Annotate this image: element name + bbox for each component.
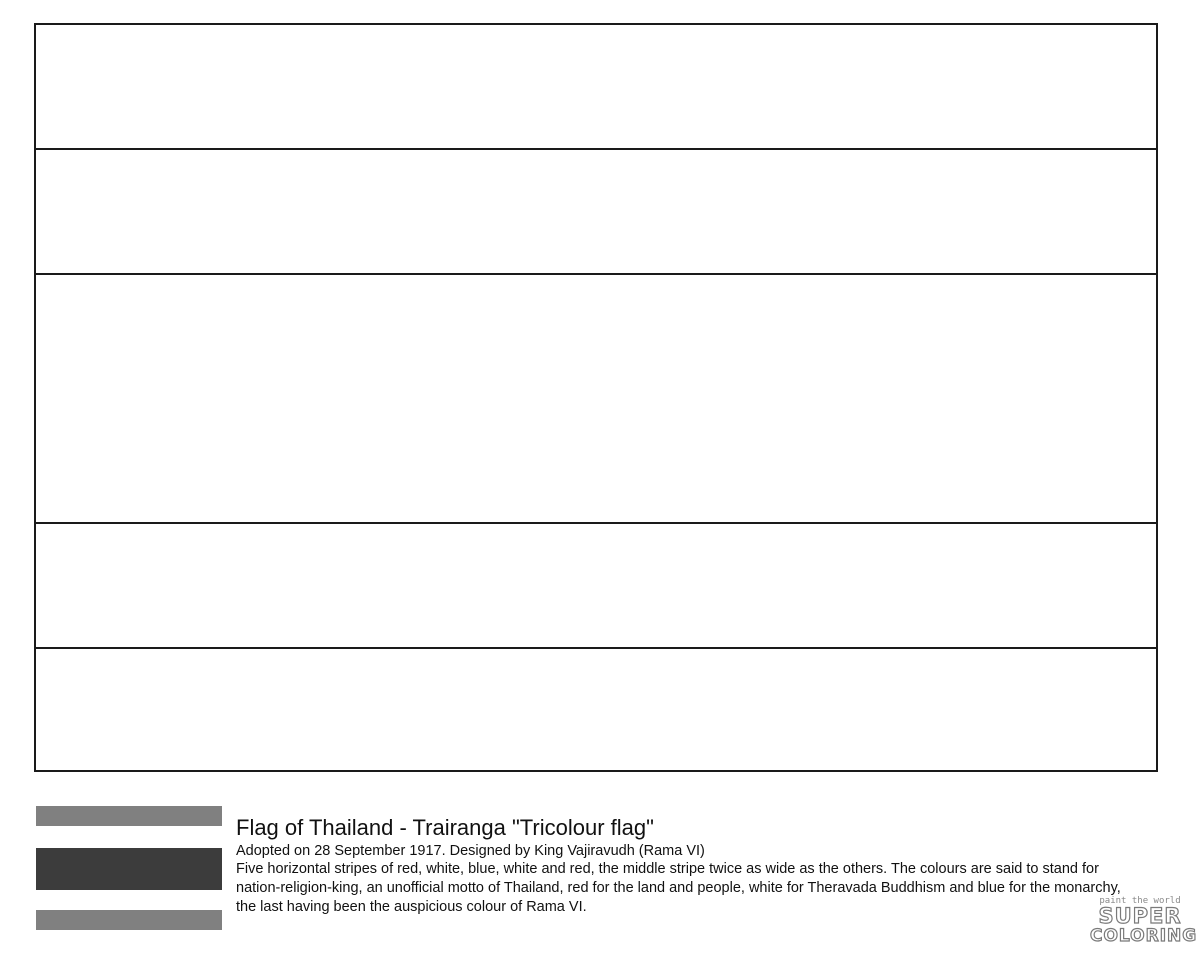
outline-flag [34,23,1158,772]
logo-super: SUPER [1098,904,1182,928]
blue-stripe [36,848,222,890]
flag-caption [236,814,1136,917]
reference-flag [34,804,224,932]
caption-title: Flag of Thailand - Trairanga "Tricolour flag" [236,815,654,840]
bottom-white-stripe [36,890,222,910]
bottom-red-stripe [36,910,222,930]
stripe-divider-3 [36,522,1156,524]
caption-description: Five horizontal stripes of red, white, blue, white and red, the middle stripe twice as wide as the others. The colours are said to stand for nation-religion-king, an unofficial motto of Thailand, red for the land and people, white for Theravada Buddhism and blue for the monarchy, the last having been the auspicious colour of Rama VI. [236,861,1121,915]
top-red-stripe [36,806,222,826]
stripe-divider-4 [36,647,1156,649]
stripe-divider-1 [36,148,1156,150]
logo-coloring: COLORING [1090,926,1198,946]
super-coloring-logo [1090,896,1198,958]
top-white-stripe [36,826,222,848]
caption-adoption-info: Adopted on 28 September 1917. Designed by King Vajiravudh (Rama VI) [236,843,705,859]
logo-tagline: paint the world [1099,896,1181,906]
stripe-divider-2 [36,273,1156,275]
